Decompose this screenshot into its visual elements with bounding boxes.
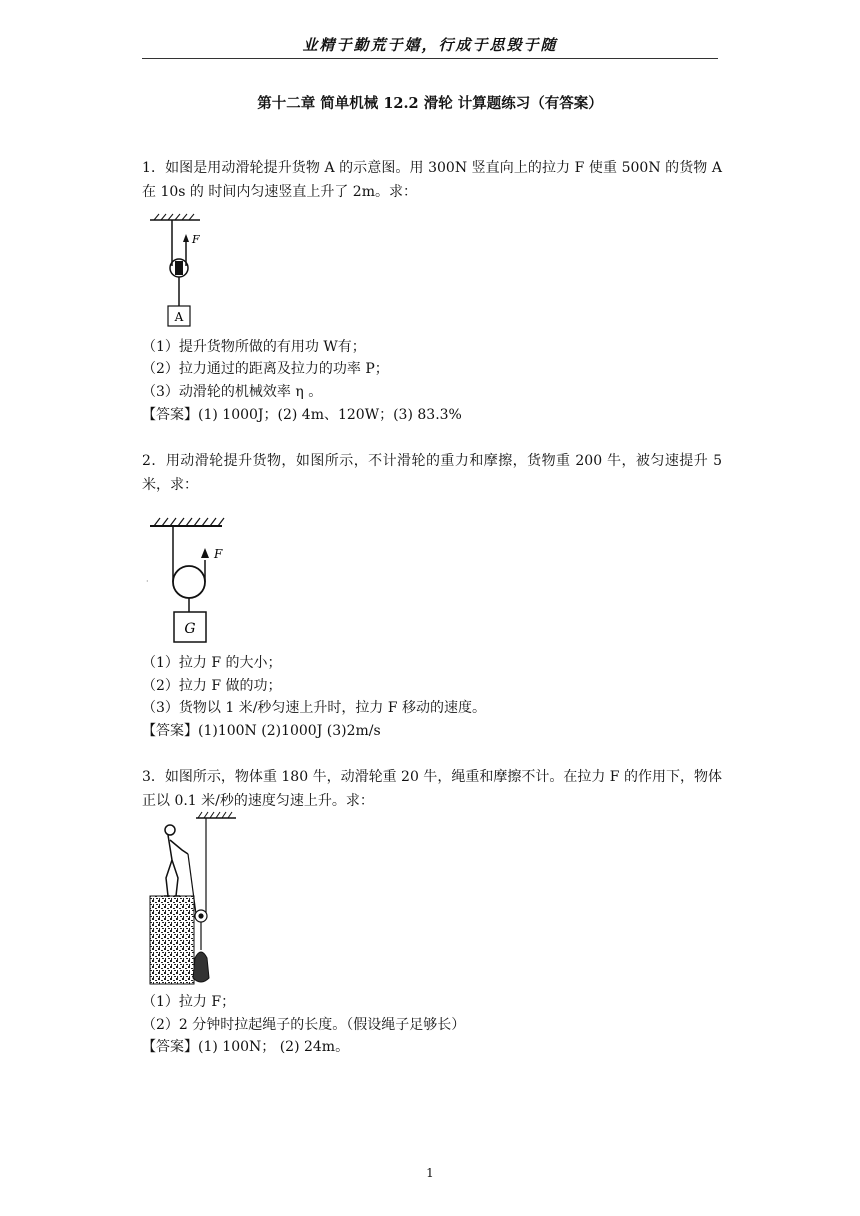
q2-figure bbox=[144, 514, 230, 650]
q2-block-label: G bbox=[184, 621, 196, 637]
ceiling bbox=[150, 214, 200, 220]
q1-block-label: A bbox=[174, 310, 184, 324]
stone-wall bbox=[150, 896, 194, 984]
q3-figure bbox=[146, 810, 246, 990]
q2-item-1: （1）拉力 F 的大小； bbox=[142, 655, 282, 671]
q1-force-label: F bbox=[192, 233, 200, 246]
q2-item-3: （3）货物以 1 米/秒匀速上升时，拉力 F 移动的速度。 bbox=[142, 700, 487, 716]
page-title: 第十二章 简单机械 12.2 滑轮 计算题练习（有答案） bbox=[257, 95, 603, 112]
load-sack bbox=[193, 952, 209, 982]
person bbox=[164, 825, 188, 896]
ceiling bbox=[150, 518, 224, 526]
q1-text: 1．如图是用动滑轮提升货物 A 的示意图。用 300N 竖直向上的拉力 F 使重 500N 的货物 A 在 10s 的 时间内匀速竖直上升了 2m。求： bbox=[142, 160, 722, 200]
q3-answer: 【答案】(1) 100N； (2) 24m。 bbox=[142, 1039, 350, 1055]
q3-item-2: （2）2 分钟时拉起绳子的长度。（假设绳子足够长） bbox=[142, 1017, 466, 1033]
q3-item-1: （1）拉力 F； bbox=[142, 994, 236, 1010]
force-arrow bbox=[201, 547, 223, 561]
stray-mark: · bbox=[146, 577, 149, 586]
q2-item-2: （2）拉力 F 做的功； bbox=[142, 678, 282, 694]
header-rule bbox=[142, 58, 718, 59]
ceiling bbox=[196, 812, 236, 818]
pulley bbox=[170, 220, 188, 306]
q1-item-3: （3）动滑轮的机械效率 η 。 bbox=[142, 384, 323, 400]
page-number: 1 bbox=[426, 1166, 434, 1180]
header-motto: 业精于勤荒于嬉，行成于思毁于随 bbox=[302, 36, 558, 54]
q1-item-2: （2）拉力通过的距离及拉力的功率 P； bbox=[142, 361, 389, 377]
q3-text: 3．如图所示，物体重 180 牛，动滑轮重 20 牛，绳重和摩擦不计。在拉力 F 的作用下，物体正以 0.1 米/秒的速度匀速上升。求： bbox=[142, 769, 722, 809]
q1-answer: 【答案】(1) 1000J；(2) 4m、120W；(3) 83.3% bbox=[142, 407, 462, 423]
q1-figure bbox=[148, 212, 208, 330]
q2-text: 2．用动滑轮提升货物，如图所示，不计滑轮的重力和摩擦，货物重 200 牛，被匀速提升 5 米，求： bbox=[142, 453, 722, 493]
q1-item-1: （1）提升货物所做的有用功 W有； bbox=[142, 339, 366, 355]
q2-force-label: F bbox=[214, 547, 223, 561]
pulley bbox=[173, 526, 205, 612]
q2-answer: 【答案】(1)100N (2)1000J (3)2m/s bbox=[142, 723, 381, 739]
